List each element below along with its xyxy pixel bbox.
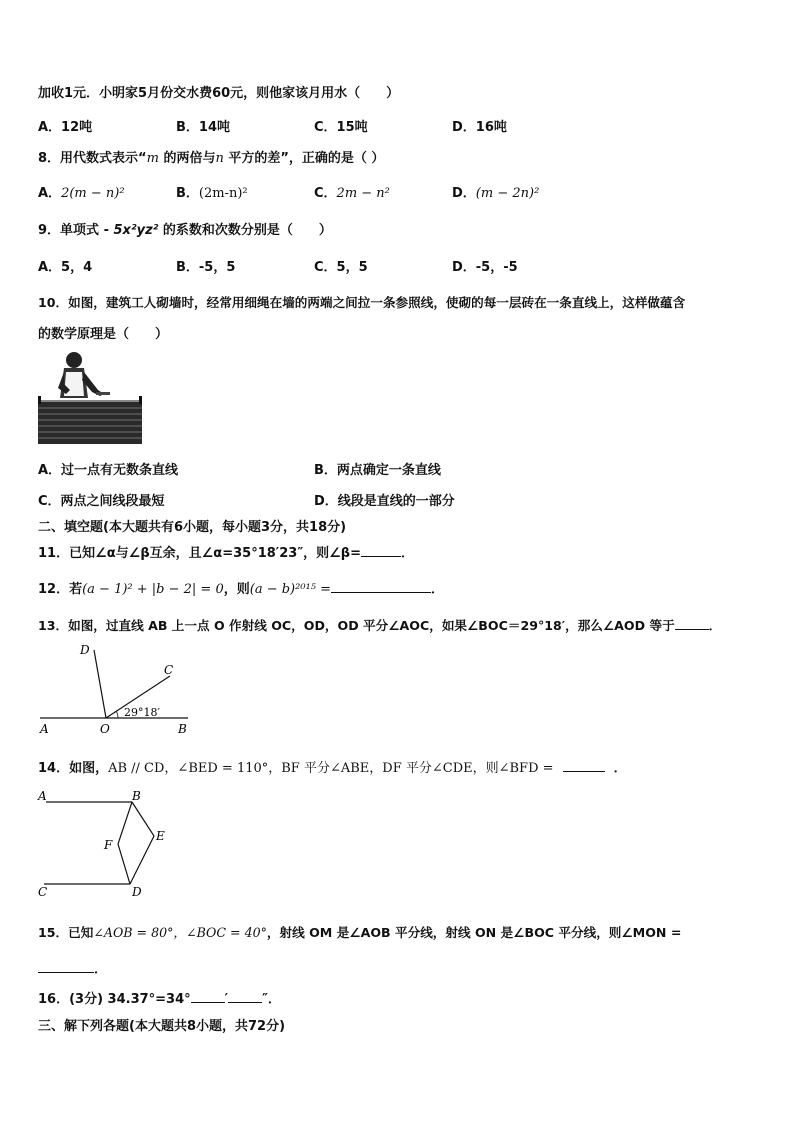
q12-text: 12．若(a − 1)² + |b − 2| = 0，则(a − b)²⁰¹⁵ = ． — [38, 582, 445, 597]
q8-var-m: m — [146, 151, 159, 166]
q16-blank-seconds — [228, 1002, 262, 1003]
q8-option-a: A．2(m − n)² — [38, 186, 125, 201]
q13-label-d: D — [80, 643, 90, 657]
q13-label-o: O — [100, 722, 110, 736]
bricklayer-figure — [36, 350, 146, 446]
q10-option-c: C．两点之间线段最短 — [38, 494, 165, 509]
q9-option-d: D．-5，-5 — [452, 260, 518, 275]
q7-option-b: B．14吨 — [176, 120, 230, 135]
q14-answer-blank — [563, 771, 605, 772]
q10-option-a: A．过一点有无数条直线 — [38, 463, 179, 478]
q14-label-e: E — [156, 829, 165, 843]
q8-var-n: n — [215, 151, 224, 166]
q12-answer-blank — [331, 592, 431, 593]
q15-answer-line: ． — [38, 958, 107, 977]
q7-text: 加收1元．小明家5月份交水费60元，则他家该月用水（ ） — [38, 86, 400, 101]
q16-blank-minutes — [191, 1002, 225, 1003]
q14-parallel-figure — [36, 786, 176, 900]
q14-label-d: D — [132, 885, 142, 899]
q13-text: 13．如图，过直线 AB 上一点 O 作射线 OC，OD，OD 平分∠AOC，如果∠BOC＝29°18′，那么∠AOD 等于 ． — [38, 618, 722, 633]
q16-text: 16．(3分) 34.37°=34° ′ ″． — [38, 992, 281, 1007]
q9-option-a: A．5，4 — [38, 260, 93, 275]
q8-option-c: C．2m − n² — [314, 186, 390, 201]
section-2-heading: 二、填空题(本大题共有6小题，每小题3分，共18分) — [38, 520, 347, 535]
q10-text-line2: 的数学原理是（ ） — [38, 327, 169, 342]
q9-monomial: 5x²yz² — [113, 223, 159, 238]
q15-answer-blank — [38, 972, 94, 973]
q10-option-d: D．线段是直线的一部分 — [314, 494, 455, 509]
q13-label-a: A — [40, 722, 49, 736]
q10-text-line1: 10．如图，建筑工人砌墙时，经常用细绳在墙的两端之间拉一条参照线，使砌的每一层砖在一条直线上，这样做蕴含 — [38, 295, 686, 310]
q14-label-a: A — [38, 789, 47, 803]
q8-option-b: B．(2m-n)² — [176, 186, 248, 201]
q10-option-b: B．两点确定一条直线 — [314, 463, 441, 478]
q7-option-a: A．12吨 — [38, 120, 93, 135]
q7-option-d: D．16吨 — [452, 120, 507, 135]
q13-label-b: B — [178, 722, 187, 736]
q9-option-b: B．-5，5 — [176, 260, 236, 275]
q8-prefix: 8．用代数式表示“ — [38, 151, 147, 166]
q13-answer-blank — [675, 629, 709, 630]
q13-angle-figure — [36, 640, 196, 738]
q14-text: 14．如图，AB // CD，∠BED = 110°，BF 平分∠ABE，DF 平分∠CDE，则∠BFD = ． — [38, 761, 627, 776]
q8-option-d: D．(m − 2n)² — [452, 186, 540, 201]
q15-text: 15．已知∠AOB = 80°，∠BOC = 40°，射线 OM 是∠AOB 平分线，射线 ON 是∠BOC 平分线，则∠MON = — [38, 925, 682, 940]
q11-text: 11．已知∠α与∠β互余，且∠α=35°18′23″，则∠β= ． — [38, 546, 414, 561]
q14-label-f: F — [104, 838, 113, 852]
q9-option-c: C．5，5 — [314, 260, 368, 275]
q7-option-c: C．15吨 — [314, 120, 368, 135]
q9-text: 9．单项式 - 5x²yz² 的系数和次数分别是（ ） — [38, 223, 332, 238]
q14-label-b: B — [132, 789, 141, 803]
q13-angle-label: 29°18′ — [124, 706, 160, 719]
q13-label-c: C — [164, 663, 174, 677]
section-3-heading: 三、解下列各题(本大题共8小题，共72分) — [38, 1019, 286, 1034]
q8-suffix: 平方的差”，正确的是（ ） — [223, 151, 385, 166]
q8-text — [38, 147, 384, 166]
q8-mid: 的两倍与 — [158, 151, 216, 166]
q11-answer-blank — [361, 556, 401, 557]
q14-label-c: C — [38, 885, 48, 899]
